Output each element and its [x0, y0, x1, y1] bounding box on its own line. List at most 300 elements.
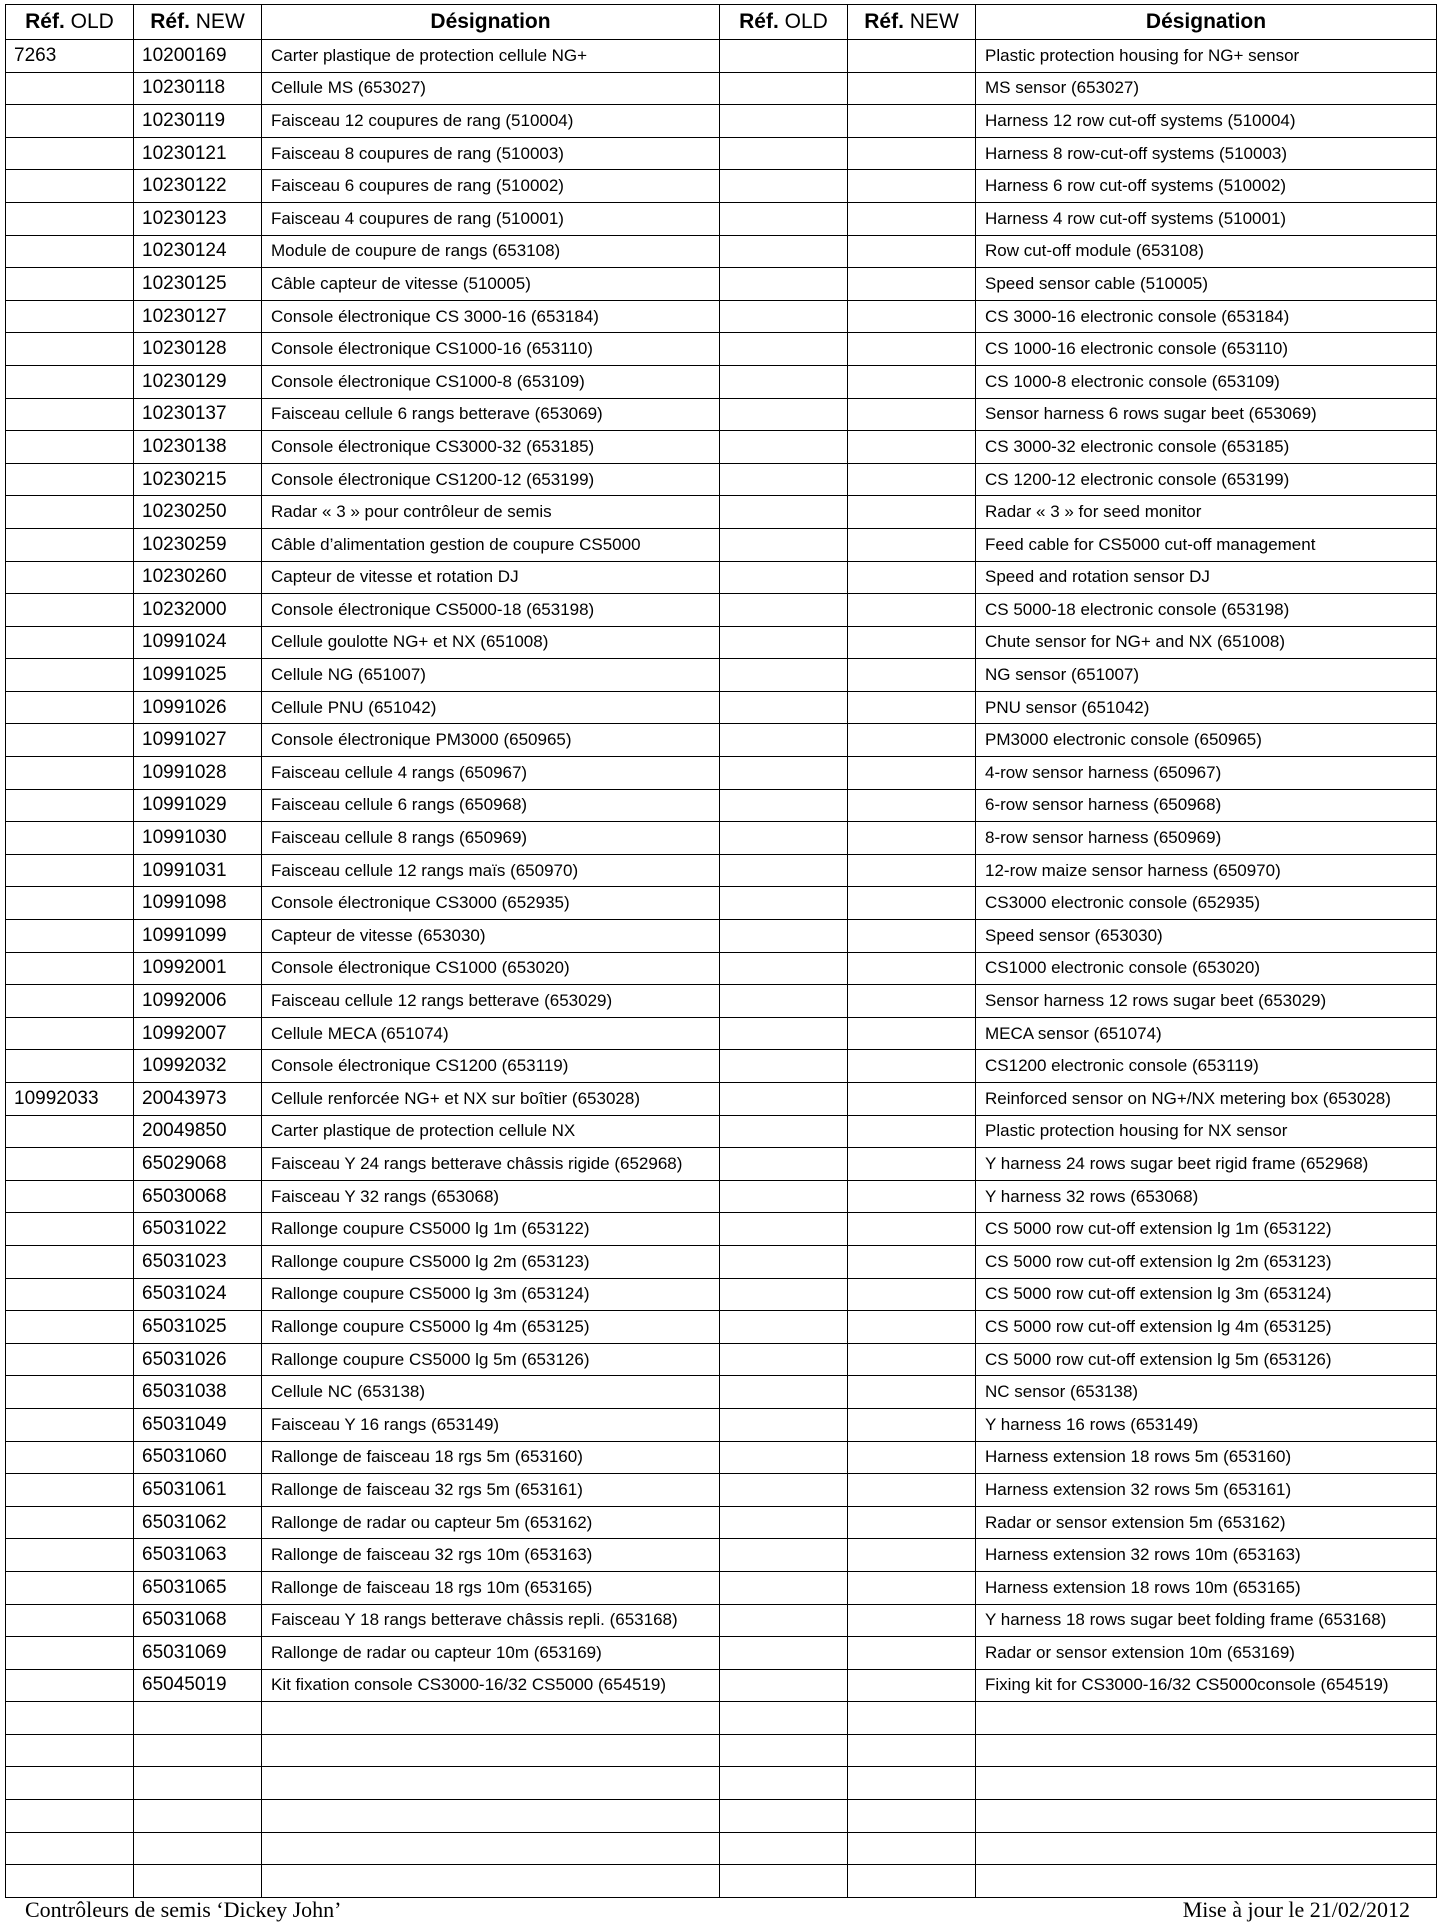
ref-new-cell: 65031060: [134, 1441, 262, 1474]
designation-fr-cell: Faisceau 12 coupures de rang (510004): [262, 105, 720, 138]
table-row: [6, 1180, 1437, 1213]
ref-old-en-cell: [720, 1604, 848, 1637]
ref-new-en-cell: [848, 137, 976, 170]
designation-fr-cell: Cellule MS (653027): [262, 72, 720, 105]
ref-old-en-cell: [720, 1637, 848, 1670]
ref-old-cell: [6, 691, 134, 724]
ref-new-en-cell: [848, 1539, 976, 1572]
ref-old-en-cell: [720, 659, 848, 692]
ref-old-en-cell: [720, 952, 848, 985]
ref-new-cell: 65030068: [134, 1180, 262, 1213]
ref-old-cell: 7263: [6, 40, 134, 73]
designation-en-cell: PNU sensor (651042): [976, 691, 1437, 724]
designation-en-cell: NG sensor (651007): [976, 659, 1437, 692]
ref-new-en-cell: [848, 789, 976, 822]
table-row: [6, 1539, 1437, 1572]
table-row: [6, 659, 1437, 692]
designation-fr-cell: Faisceau cellule 8 rangs (650969): [262, 822, 720, 855]
ref-new-en-cell: [848, 235, 976, 268]
ref-old-en-cell: [720, 1734, 848, 1767]
ref-new-en-cell: [848, 887, 976, 920]
ref-old-cell: [6, 72, 134, 105]
table-row: [6, 1148, 1437, 1181]
table-row: [6, 985, 1437, 1018]
designation-en-cell: Speed sensor (653030): [976, 920, 1437, 953]
ref-new-en-cell: [848, 463, 976, 496]
ref-old-en-cell: [720, 1408, 848, 1441]
ref-old-cell: [6, 1571, 134, 1604]
ref-old-cell: [6, 1604, 134, 1637]
ref-new-en-cell: [848, 496, 976, 529]
designation-fr-cell: Rallonge coupure CS5000 lg 2m (653123): [262, 1245, 720, 1278]
ref-new-cell: 10991028: [134, 757, 262, 790]
ref-new-en-cell: [848, 202, 976, 235]
designation-en-cell: CS3000 electronic console (652935): [976, 887, 1437, 920]
ref-new-cell: 10230138: [134, 431, 262, 464]
table-row: [6, 1115, 1437, 1148]
ref-old-en-cell: [720, 822, 848, 855]
ref-new-cell: 10230250: [134, 496, 262, 529]
ref-new-cell: 10230123: [134, 202, 262, 235]
ref-new-cell: 10991026: [134, 691, 262, 724]
ref-old-cell: [6, 822, 134, 855]
ref-new-en-cell: [848, 626, 976, 659]
ref-new-en-cell: [848, 300, 976, 333]
table-row: [6, 1376, 1437, 1409]
ref-old-cell: [6, 789, 134, 822]
ref-old-en-cell: [720, 1115, 848, 1148]
ref-old-cell: [6, 268, 134, 301]
ref-new-en-cell: [848, 952, 976, 985]
ref-old-en-cell: [720, 365, 848, 398]
ref-new-cell: 10991025: [134, 659, 262, 692]
ref-old-en-cell: [720, 1245, 848, 1278]
designation-fr-cell: Faisceau cellule 6 rangs betterave (653069): [262, 398, 720, 431]
designation-fr-cell: Radar « 3 » pour contrôleur de semis: [262, 496, 720, 529]
ref-old-en-cell: [720, 1474, 848, 1507]
ref-new-en-cell: [848, 1278, 976, 1311]
ref-new-en-cell: [848, 40, 976, 73]
ref-old-en-cell: [720, 1865, 848, 1898]
table-row: [6, 398, 1437, 431]
table-row: [6, 1017, 1437, 1050]
designation-en-cell: 12-row maize sensor harness (650970): [976, 854, 1437, 887]
designation-fr-cell: Faisceau Y 24 rangs betterave châssis rigide (652968): [262, 1148, 720, 1181]
ref-new-en-cell: [848, 1311, 976, 1344]
table-row: [6, 268, 1437, 301]
ref-new-en-cell: [848, 1343, 976, 1376]
ref-new-cell: 20049850: [134, 1115, 262, 1148]
designation-en-cell: Sensor harness 6 rows sugar beet (653069): [976, 398, 1437, 431]
designation-fr-cell: Câble capteur de vitesse (510005): [262, 268, 720, 301]
ref-new-en-cell: [848, 1604, 976, 1637]
designation-fr-cell: Faisceau 6 coupures de rang (510002): [262, 170, 720, 203]
ref-new-en-cell: [848, 105, 976, 138]
designation-fr-cell: Cellule renforcée NG+ et NX sur boîtier (653028): [262, 1083, 720, 1116]
designation-en-cell: PM3000 electronic console (650965): [976, 724, 1437, 757]
ref-new-en-cell: [848, 1115, 976, 1148]
ref-old-en-cell: [720, 72, 848, 105]
designation-en-cell: Harness extension 18 rows 10m (653165): [976, 1571, 1437, 1604]
designation-fr-cell: Cellule NC (653138): [262, 1376, 720, 1409]
table-row: [6, 1050, 1437, 1083]
parts-reference-table: [5, 4, 1437, 1898]
designation-en-cell: CS 3000-16 electronic console (653184): [976, 300, 1437, 333]
ref-new-cell: 10230119: [134, 105, 262, 138]
designation-en-cell: [976, 1865, 1437, 1898]
ref-new-en-cell: [848, 528, 976, 561]
designation-fr-cell: Module de coupure de rangs (653108): [262, 235, 720, 268]
table-row: [6, 887, 1437, 920]
designation-fr-cell: Cellule PNU (651042): [262, 691, 720, 724]
designation-en-cell: [976, 1800, 1437, 1833]
designation-en-cell: Row cut-off module (653108): [976, 235, 1437, 268]
table-row: [6, 365, 1437, 398]
ref-new-en-cell: [848, 1180, 976, 1213]
table-row: [6, 463, 1437, 496]
table-row: [6, 431, 1437, 464]
footer-update-date: Mise à jour le 21/02/2012: [1182, 1897, 1410, 1922]
ref-old-cell: [6, 105, 134, 138]
designation-en-cell: Radar or sensor extension 10m (653169): [976, 1637, 1437, 1670]
ref-old-en-cell: [720, 528, 848, 561]
designation-fr-cell: Carter plastique de protection cellule NG+: [262, 40, 720, 73]
ref-old-en-cell: [720, 170, 848, 203]
designation-en-cell: CS 3000-32 electronic console (653185): [976, 431, 1437, 464]
designation-en-cell: 4-row sensor harness (650967): [976, 757, 1437, 790]
ref-old-en-cell: [720, 1180, 848, 1213]
ref-old-en-cell: [720, 463, 848, 496]
table-row: [6, 1604, 1437, 1637]
table-row: [6, 333, 1437, 366]
ref-old-cell: [6, 1115, 134, 1148]
ref-new-en-cell: [848, 1734, 976, 1767]
designation-fr-cell: Cellule MECA (651074): [262, 1017, 720, 1050]
table-row: [6, 1506, 1437, 1539]
ref-new-cell: 65031026: [134, 1343, 262, 1376]
ref-new-cell: 65031062: [134, 1506, 262, 1539]
ref-new-cell: 65031063: [134, 1539, 262, 1572]
ref-new-cell: 65031049: [134, 1408, 262, 1441]
table-row: [6, 170, 1437, 203]
table-row: [6, 235, 1437, 268]
ref-old-cell: [6, 528, 134, 561]
ref-new-en-cell: [848, 268, 976, 301]
designation-fr-cell: [262, 1800, 720, 1833]
ref-new-en-cell: [848, 1376, 976, 1409]
designation-fr-cell: Console électronique CS1000-8 (653109): [262, 365, 720, 398]
designation-fr-cell: Rallonge de faisceau 32 rgs 10m (653163): [262, 1539, 720, 1572]
designation-en-cell: CS 5000 row cut-off extension lg 5m (653126): [976, 1343, 1437, 1376]
designation-fr-cell: Console électronique CS1000-16 (653110): [262, 333, 720, 366]
designation-fr-cell: Cellule NG (651007): [262, 659, 720, 692]
ref-old-cell: [6, 1245, 134, 1278]
ref-old-en-cell: [720, 1017, 848, 1050]
designation-en-cell: 8-row sensor harness (650969): [976, 822, 1437, 855]
ref-old-en-cell: [720, 137, 848, 170]
ref-old-en-cell: [720, 268, 848, 301]
designation-en-cell: Harness 6 row cut-off systems (510002): [976, 170, 1437, 203]
designation-en-cell: Harness extension 32 rows 5m (653161): [976, 1474, 1437, 1507]
ref-new-cell: 10991098: [134, 887, 262, 920]
ref-new-cell: 10232000: [134, 594, 262, 627]
ref-old-en-cell: [720, 398, 848, 431]
ref-old-cell: [6, 1832, 134, 1865]
designation-en-cell: CS 5000 row cut-off extension lg 4m (653125): [976, 1311, 1437, 1344]
table-row: [6, 137, 1437, 170]
ref-old-cell: [6, 235, 134, 268]
ref-new-cell: 10230260: [134, 561, 262, 594]
ref-new-cell: [134, 1734, 262, 1767]
ref-new-en-cell: [848, 365, 976, 398]
designation-fr-cell: [262, 1865, 720, 1898]
designation-fr-cell: Faisceau 4 coupures de rang (510001): [262, 202, 720, 235]
designation-fr-cell: Rallonge de faisceau 32 rgs 5m (653161): [262, 1474, 720, 1507]
designation-fr-cell: Console électronique PM3000 (650965): [262, 724, 720, 757]
ref-old-en-cell: [720, 333, 848, 366]
designation-en-cell: Harness extension 18 rows 5m (653160): [976, 1441, 1437, 1474]
ref-new-cell: 65045019: [134, 1669, 262, 1702]
ref-new-en-cell: [848, 757, 976, 790]
designation-en-cell: [976, 1767, 1437, 1800]
ref-new-cell: [134, 1702, 262, 1735]
designation-fr-cell: Rallonge coupure CS5000 lg 5m (653126): [262, 1343, 720, 1376]
designation-en-cell: NC sensor (653138): [976, 1376, 1437, 1409]
ref-new-en-cell: [848, 333, 976, 366]
ref-new-cell: 10991030: [134, 822, 262, 855]
ref-new-en-cell: [848, 561, 976, 594]
ref-old-cell: [6, 1050, 134, 1083]
designation-fr-cell: Rallonge de radar ou capteur 5m (653162): [262, 1506, 720, 1539]
ref-old-en-cell: [720, 1800, 848, 1833]
header-ref-new-fr: Réf. NEW: [134, 5, 262, 40]
ref-new-en-cell: [848, 1832, 976, 1865]
ref-new-en-cell: [848, 724, 976, 757]
table-row: [6, 1865, 1437, 1898]
ref-old-cell: [6, 757, 134, 790]
designation-en-cell: CS 5000-18 electronic console (653198): [976, 594, 1437, 627]
table-row: [6, 561, 1437, 594]
ref-old-cell: [6, 1343, 134, 1376]
ref-new-en-cell: [848, 1865, 976, 1898]
designation-fr-cell: Rallonge de faisceau 18 rgs 10m (653165): [262, 1571, 720, 1604]
table-row: [6, 105, 1437, 138]
parts-table-container: [5, 4, 1436, 1898]
ref-old-cell: [6, 594, 134, 627]
designation-fr-cell: Faisceau cellule 6 rangs (650968): [262, 789, 720, 822]
designation-fr-cell: Capteur de vitesse (653030): [262, 920, 720, 953]
designation-fr-cell: [262, 1767, 720, 1800]
ref-old-cell: [6, 1278, 134, 1311]
ref-new-cell: 10230129: [134, 365, 262, 398]
ref-new-cell: 65031024: [134, 1278, 262, 1311]
designation-en-cell: CS 5000 row cut-off extension lg 1m (653122): [976, 1213, 1437, 1246]
ref-new-en-cell: [848, 1083, 976, 1116]
ref-new-cell: [134, 1767, 262, 1800]
ref-new-cell: 10230125: [134, 268, 262, 301]
ref-old-cell: [6, 1800, 134, 1833]
ref-old-en-cell: [720, 1539, 848, 1572]
designation-en-cell: Harness extension 32 rows 10m (653163): [976, 1539, 1437, 1572]
designation-en-cell: CS1000 electronic console (653020): [976, 952, 1437, 985]
designation-en-cell: [976, 1734, 1437, 1767]
table-row: [6, 1083, 1437, 1116]
table-row: [6, 496, 1437, 529]
table-row: [6, 1408, 1437, 1441]
designation-fr-cell: [262, 1734, 720, 1767]
ref-new-en-cell: [848, 170, 976, 203]
ref-old-cell: [6, 561, 134, 594]
ref-old-cell: [6, 1376, 134, 1409]
ref-new-en-cell: [848, 594, 976, 627]
ref-old-en-cell: [720, 105, 848, 138]
table-row: [6, 1278, 1437, 1311]
designation-fr-cell: Console électronique CS1200 (653119): [262, 1050, 720, 1083]
ref-old-cell: [6, 724, 134, 757]
designation-en-cell: Plastic protection housing for NG+ sensor: [976, 40, 1437, 73]
ref-old-cell: [6, 887, 134, 920]
ref-old-en-cell: [720, 985, 848, 1018]
ref-old-en-cell: [720, 594, 848, 627]
ref-old-en-cell: [720, 1278, 848, 1311]
table-row: [6, 1441, 1437, 1474]
ref-new-cell: 10230118: [134, 72, 262, 105]
ref-new-en-cell: [848, 1213, 976, 1246]
designation-fr-cell: Kit fixation console CS3000-16/32 CS5000 (654519): [262, 1669, 720, 1702]
ref-old-en-cell: [720, 757, 848, 790]
ref-new-cell: 10200169: [134, 40, 262, 73]
table-row: [6, 202, 1437, 235]
table-row: [6, 1637, 1437, 1670]
designation-fr-cell: Faisceau Y 16 rangs (653149): [262, 1408, 720, 1441]
designation-en-cell: Y harness 32 rows (653068): [976, 1180, 1437, 1213]
designation-en-cell: Plastic protection housing for NX sensor: [976, 1115, 1437, 1148]
ref-new-en-cell: [848, 1148, 976, 1181]
table-row: [6, 1767, 1437, 1800]
ref-old-en-cell: [720, 1832, 848, 1865]
ref-old-en-cell: [720, 854, 848, 887]
designation-en-cell: Y harness 18 rows sugar beet folding frame (653168): [976, 1604, 1437, 1637]
designation-fr-cell: Faisceau Y 32 rangs (653068): [262, 1180, 720, 1213]
ref-new-en-cell: [848, 1800, 976, 1833]
ref-old-cell: [6, 463, 134, 496]
ref-old-en-cell: [720, 691, 848, 724]
table-row: [6, 757, 1437, 790]
table-row: [6, 528, 1437, 561]
designation-en-cell: CS1200 electronic console (653119): [976, 1050, 1437, 1083]
designation-en-cell: CS 5000 row cut-off extension lg 2m (653123): [976, 1245, 1437, 1278]
ref-old-en-cell: [720, 789, 848, 822]
table-row: [6, 40, 1437, 73]
ref-old-cell: [6, 985, 134, 1018]
ref-old-en-cell: [720, 1571, 848, 1604]
designation-en-cell: Radar « 3 » for seed monitor: [976, 496, 1437, 529]
ref-old-cell: [6, 1637, 134, 1670]
ref-new-en-cell: [848, 985, 976, 1018]
table-row: [6, 1734, 1437, 1767]
table-header: [6, 5, 1437, 40]
ref-new-en-cell: [848, 1050, 976, 1083]
ref-new-cell: 65031069: [134, 1637, 262, 1670]
table-row: [6, 626, 1437, 659]
ref-new-en-cell: [848, 691, 976, 724]
ref-new-cell: 10991031: [134, 854, 262, 887]
designation-en-cell: Fixing kit for CS3000-16/32 CS5000console (654519): [976, 1669, 1437, 1702]
ref-new-cell: [134, 1832, 262, 1865]
table-row: [6, 300, 1437, 333]
ref-new-en-cell: [848, 1571, 976, 1604]
ref-old-cell: [6, 1702, 134, 1735]
table-row: [6, 1832, 1437, 1865]
table-row: [6, 1245, 1437, 1278]
table-body: [6, 40, 1437, 1898]
designation-fr-cell: Cellule goulotte NG+ et NX (651008): [262, 626, 720, 659]
ref-old-cell: [6, 1767, 134, 1800]
ref-new-en-cell: [848, 1702, 976, 1735]
ref-new-cell: [134, 1865, 262, 1898]
ref-new-en-cell: [848, 920, 976, 953]
ref-new-cell: 10991099: [134, 920, 262, 953]
ref-old-cell: [6, 952, 134, 985]
designation-fr-cell: Rallonge coupure CS5000 lg 4m (653125): [262, 1311, 720, 1344]
ref-new-cell: [134, 1800, 262, 1833]
ref-new-cell: 10991024: [134, 626, 262, 659]
ref-old-en-cell: [720, 1376, 848, 1409]
ref-new-cell: 10230121: [134, 137, 262, 170]
designation-en-cell: Feed cable for CS5000 cut-off management: [976, 528, 1437, 561]
designation-en-cell: Harness 4 row cut-off systems (510001): [976, 202, 1437, 235]
ref-new-en-cell: [848, 1474, 976, 1507]
table-row: [6, 1669, 1437, 1702]
designation-en-cell: Reinforced sensor on NG+/NX metering box (653028): [976, 1083, 1437, 1116]
ref-new-en-cell: [848, 1506, 976, 1539]
ref-new-cell: 10230259: [134, 528, 262, 561]
table-row: [6, 1343, 1437, 1376]
header-designation-en: Désignation: [976, 5, 1437, 40]
ref-new-en-cell: [848, 431, 976, 464]
ref-old-en-cell: [720, 1083, 848, 1116]
designation-en-cell: [976, 1832, 1437, 1865]
ref-new-en-cell: [848, 1245, 976, 1278]
ref-new-en-cell: [848, 1441, 976, 1474]
ref-old-en-cell: [720, 920, 848, 953]
table-row: [6, 789, 1437, 822]
ref-old-en-cell: [720, 1767, 848, 1800]
designation-en-cell: Y harness 16 rows (653149): [976, 1408, 1437, 1441]
ref-new-en-cell: [848, 822, 976, 855]
table-row: [6, 920, 1437, 953]
ref-old-cell: [6, 1148, 134, 1181]
designation-en-cell: CS 1200-12 electronic console (653199): [976, 463, 1437, 496]
ref-old-cell: [6, 854, 134, 887]
designation-en-cell: MS sensor (653027): [976, 72, 1437, 105]
ref-old-cell: [6, 1669, 134, 1702]
designation-en-cell: Chute sensor for NG+ and NX (651008): [976, 626, 1437, 659]
ref-old-en-cell: [720, 724, 848, 757]
ref-old-en-cell: [720, 1441, 848, 1474]
designation-fr-cell: Console électronique CS3000 (652935): [262, 887, 720, 920]
ref-old-cell: [6, 626, 134, 659]
ref-new-en-cell: [848, 1408, 976, 1441]
ref-old-en-cell: [720, 1702, 848, 1735]
designation-en-cell: Radar or sensor extension 5m (653162): [976, 1506, 1437, 1539]
ref-old-cell: [6, 202, 134, 235]
ref-old-cell: [6, 1865, 134, 1898]
designation-en-cell: Sensor harness 12 rows sugar beet (653029): [976, 985, 1437, 1018]
designation-en-cell: CS 1000-8 electronic console (653109): [976, 365, 1437, 398]
ref-old-cell: [6, 398, 134, 431]
designation-fr-cell: [262, 1702, 720, 1735]
